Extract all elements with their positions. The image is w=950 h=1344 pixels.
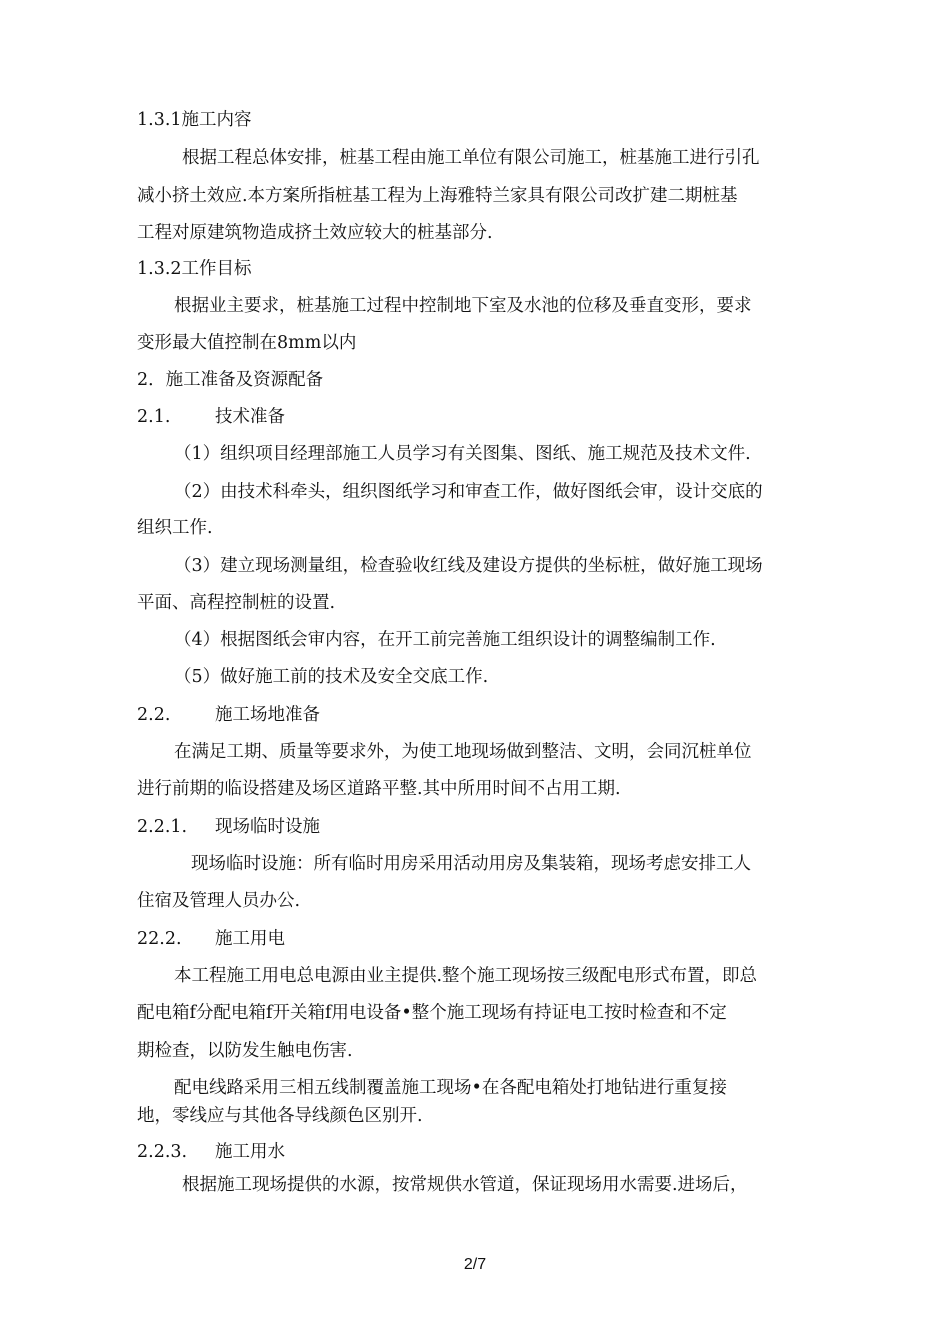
heading-2: 2．施工准备及资源配备	[137, 370, 324, 390]
paragraph-line: 本工程施工用电总电源由业主提供.整个施工现场按三级配电形式布置，即总	[174, 966, 758, 986]
paragraph-line: 进行前期的临设搭建及场区道路平整.其中所用时间不占用工期.	[137, 779, 621, 799]
list-item: （4）根据图纸会审内容，在开工前完善施工组织设计的调整编制工作.	[174, 630, 716, 650]
page-number: 2/7	[463, 1256, 487, 1273]
heading-number: 2.1.	[137, 407, 171, 427]
paragraph-line: 现场临时设施：所有临时用房采用活动用房及集装箱，现场考虑安排工人	[191, 854, 751, 874]
list-item: （2）由技术科牵头，组织图纸学习和审查工作，做好图纸会审，设计交底的	[174, 482, 763, 502]
paragraph-line: 配电线路采用三相五线制覆盖施工现场•在各配电箱处打地钻进行重复接	[174, 1078, 727, 1098]
paragraph-line: 地，零线应与其他各导线颜色区别开.	[137, 1106, 423, 1126]
heading-2-2	[137, 704, 320, 726]
paragraph-line: 根据施工现场提供的水源，按常规供水管道，保证现场用水需要.进场后，	[182, 1175, 748, 1195]
heading-number: 2.2.	[137, 705, 171, 725]
heading-text: 施工场地准备	[215, 705, 320, 725]
list-item: （5）做好施工前的技术及安全交底工作.	[174, 667, 489, 687]
paragraph-line: 减小挤土效应.本方案所指桩基工程为上海雅特兰家具有限公司改扩建二期桩基	[137, 186, 738, 206]
heading-2-2-2	[137, 928, 285, 950]
list-item: （1）组织项目经理部施工人员学习有关图集、图纸、施工规范及技术文件.	[174, 444, 751, 464]
list-item: （3）建立现场测量组，检查验收红线及建设方提供的坐标桩，做好施工现场	[174, 556, 763, 576]
paragraph-line: 工程对原建筑物造成挤土效应较大的桩基部分.	[137, 223, 493, 243]
paragraph-line: 变形最大值控制在8mm以内	[137, 333, 357, 353]
paragraph-line: 根据工程总体安排，桩基工程由施工单位有限公司施工，桩基施工进行引孔	[182, 148, 760, 168]
paragraph-line: 在满足工期、质量等要求外，为使工地现场做到整洁、文明，会同沉桩单位	[174, 742, 752, 762]
heading-text: 现场临时设施	[215, 817, 320, 837]
paragraph-line: 住宿及管理人员办公.	[137, 891, 301, 911]
heading-2-2-1	[137, 816, 320, 838]
heading-text: 施工用电	[215, 929, 285, 949]
heading-text: 技术准备	[215, 407, 285, 427]
heading-number: 2.2.1.	[137, 817, 188, 837]
heading-1-3-1: 1.3.1施工内容	[137, 110, 252, 130]
list-item-continuation: 平面、高程控制桩的设置.	[137, 593, 336, 613]
heading-text: 施工用水	[215, 1142, 285, 1162]
paragraph-line: 配电箱f分配电箱f开关箱f用电设备•整个施工现场有持证电工按时检查和不定	[137, 1003, 727, 1023]
heading-number: 2.2.3.	[137, 1142, 188, 1162]
heading-2-1	[137, 406, 285, 428]
heading-1-3-2: 1.3.2工作目标	[137, 259, 252, 279]
paragraph-line: 根据业主要求，桩基施工过程中控制地下室及水池的位移及垂直变形，要求	[174, 296, 752, 316]
heading-number: 22.2.	[137, 929, 182, 949]
list-item-continuation: 组织工作.	[137, 518, 213, 538]
heading-2-2-3	[137, 1141, 285, 1163]
paragraph-line: 期检查，以防发生触电伤害.	[137, 1041, 353, 1061]
